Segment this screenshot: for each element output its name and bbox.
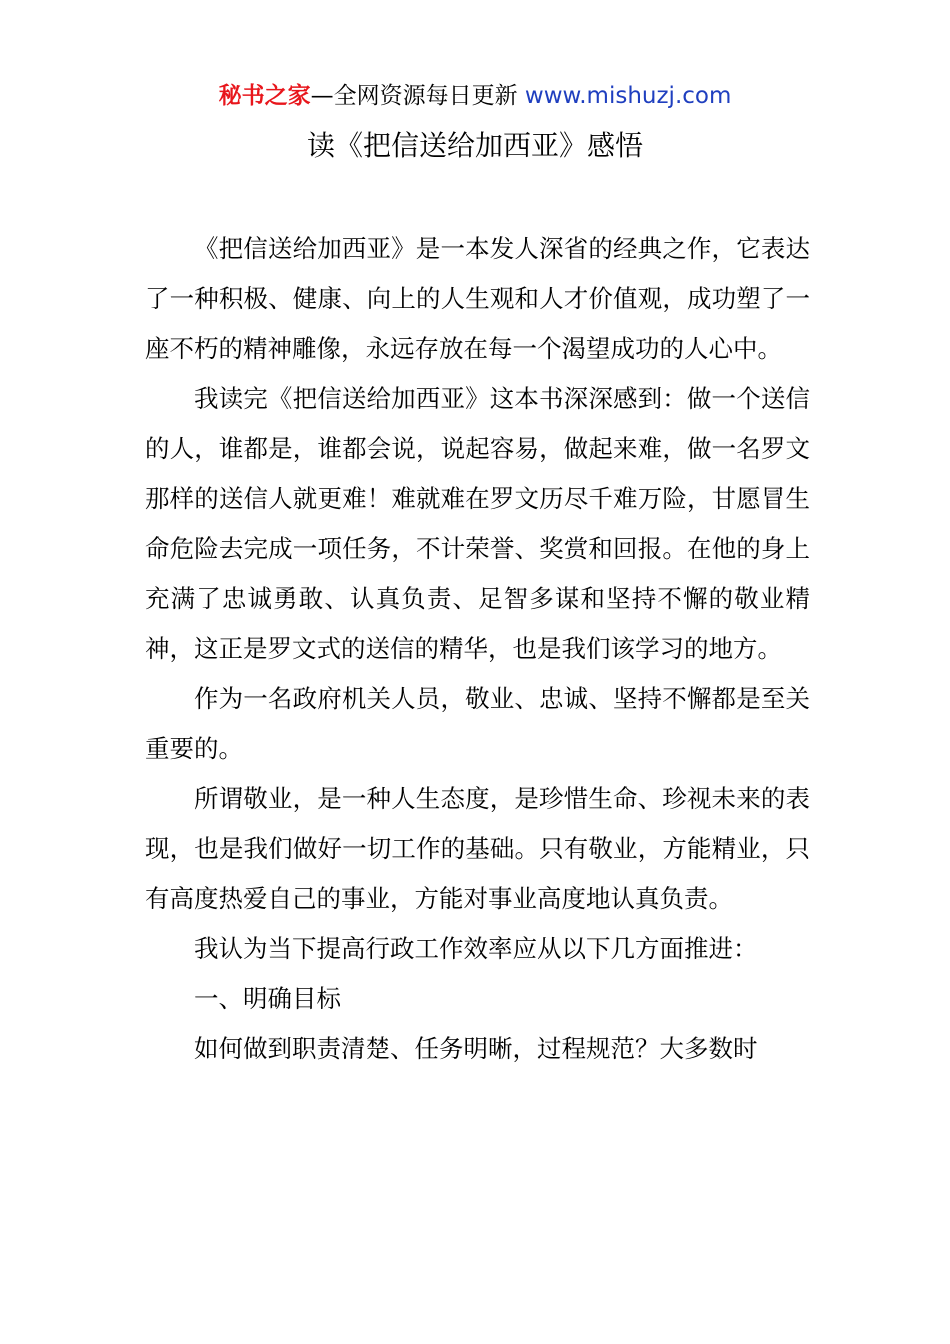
brand-name: 秘书之家 bbox=[218, 83, 311, 109]
site-tagline: —全网资源每日更新 bbox=[310, 83, 518, 109]
document-body bbox=[145, 224, 810, 1074]
paragraph-civil-servant: 作为一名政府机关人员，敬业、忠诚、坚持不懈都是至关重要的。 bbox=[145, 684, 810, 763]
paragraph-goals: 如何做到职责清楚、任务明晰，过程规范？大多数时 bbox=[194, 1034, 758, 1063]
section-heading-goals: 一、明确目标 bbox=[194, 984, 341, 1013]
site-header bbox=[0, 80, 950, 112]
paragraph-intro: 《把信送给加西亚》是一本发人深省的经典之作，它表达了一种积极、健康、向上的人生观和人才价值观，成功塑了一座不朽的精神雕像，永远存放在每一个渴望成功的人心中。 bbox=[145, 234, 810, 363]
paragraph-efficiency: 我认为当下提高行政工作效率应从以下几方面推进： bbox=[194, 934, 758, 963]
paragraph-reflection: 我读完《把信送给加西亚》这本书深深感到：做一个送信的人，谁都是，谁都会说，说起容易，做起来难，做一名罗文那样的送信人就更难！难就难在罗文历尽千难万险，甘愿冒生命危险去完成一项任务，不计荣誉、奖赏和回报。在他的身上充满了忠诚勇敢、认真负责、足智多谋和坚持不懈的敬业精神，这正是罗文式的送信的精华，也是我们该学习的地方。 bbox=[145, 384, 810, 663]
document-title: 读《把信送给加西亚》感悟 bbox=[306, 129, 643, 162]
paragraph-dedication: 所谓敬业，是一种人生态度，是珍惜生命、珍视未来的表现，也是我们做好一切工作的基础。只有敬业，方能精业，只有高度热爱自己的事业，方能对事业高度地认真负责。 bbox=[145, 784, 810, 913]
site-url-link[interactable]: www.mishuzj.com bbox=[524, 83, 732, 109]
